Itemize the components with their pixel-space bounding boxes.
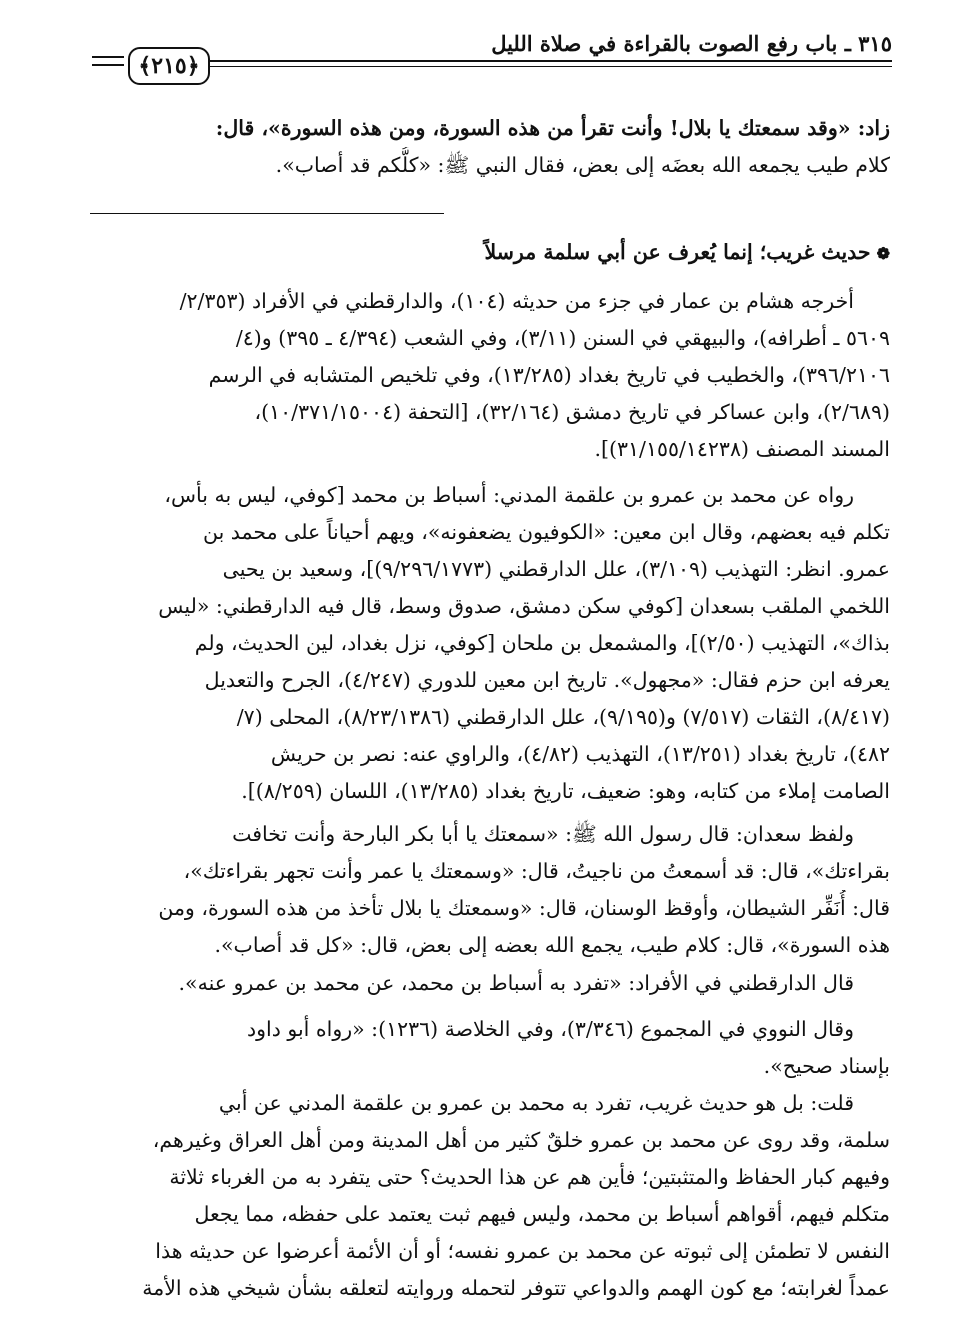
p2-line: الصامت إملاء من كتابه، وهو: ضعيف، تاريخ بغداد (١٣/٢٨٥)، اللسان (٨/٢٥٩)]. [241, 779, 890, 803]
header-left-rules [92, 56, 124, 72]
p2-line: اللخمي الملقب بسعدان [كوفي سكن دمشق، صدوق وسط، قال فيه الدارقطني: «ليس [158, 594, 890, 618]
p2-line: بذاك»، التهذيب (٢/٥٠)]، والمشمعل بن ملحان [كوفي، نزل بغداد، لين الحديث، ولم [194, 631, 890, 655]
heading-text: حديث غريب؛ إنما يُعرف عن أبي سلمة مرسلاً [484, 240, 871, 264]
takhrij-paragraph [90, 283, 890, 468]
p6-line: سلمة، وقد روى عن محمد بن عمرو خلقٌ كثير من أهل المدينة ومن أهل العراق وغيرهم، [152, 1128, 890, 1152]
p2-line: (٨/٤١٧)، الثقات (٧/٥١٧) و(٩/١٩٥)، علل الدارقطني (٨/٢٣/١٣٨٦)، المحلى (٧/ [236, 705, 890, 729]
nawawi-paragraph [90, 1011, 890, 1085]
p3-line: ولفظ سعدان: قال رسول الله ﷺ: «سمعتك يا أبا بكر البارحة وأنت تخافت [232, 822, 854, 846]
page-number: ﴿٢١٥﴾ [128, 47, 210, 85]
narrators-paragraph [90, 477, 890, 810]
p4-line: قال الدارقطني في الأفراد: «تفرد به أسباط بن محمد، عن محمد بن عمرو عنه». [178, 971, 854, 995]
saadan-wording-paragraph [90, 816, 890, 964]
p1-line: المسند المصنف (٣١/١٥٥/١٤٢٣٨)]. [594, 437, 890, 461]
header-rule-top [210, 60, 892, 62]
p2-line: عمرو. انظر: التهذيب (٣/١٠٩)، علل الدارقطني (٩/٢٩٦/١٧٧٣)]، وسعيد بن يحيى [222, 557, 890, 581]
p5-line: وقال النووي في المجموع (٣/٣٤٦)، وفي الخلاصة (١٢٣٦): «رواه أبو داود [247, 1017, 854, 1041]
p1-line: ٥٦٠٩ ـ أطرافه)، والبيهقي في السنن (٣/١١)، وفي الشعب (٤/٣٩٤ ـ ٣٩٥) و(٤/ [235, 326, 890, 350]
flower-icon: ❁ [876, 244, 890, 263]
p3-line: هذه السورة»، قال: كلام طيب، يجمع الله بعضه إلى بعض، قال: «كل قد أصاب». [214, 933, 890, 957]
p2-line: يعرفه ابن حزم فقال: «مجهول». تاريخ ابن معين للدوري (٤/٢٤٧)، الجرح والتعديل [204, 668, 890, 692]
p2-line: ٤٨٢)، تاريخ بغداد (١٣/٢٥١)، التهذيب (٤/٨٢)، والراوي عنه: نصر بن حريش [270, 742, 890, 766]
p3-line: بقراءتك»، قال: قد أسمعتُ من ناجيتُ، قال: «وسمعتك يا عمر وأنت تجهر بقراءتك»، [183, 859, 890, 883]
p6-line: متكلم فيهم، أقواهم أسباط بن محمد، وليس فيهم ثبت يعتمد على حفظه، مما يجعل [194, 1202, 890, 1226]
top-line-2: كلام طيب يجمعه الله بعضَه إلى بعض، فقال النبي ﷺ: «كلُّكم قد أصاب». [275, 153, 890, 177]
p1-line: أخرجه هشام بن عمار في جزء من حديثه (١٠٤)، والدارقطني في الأفراد (٢/٣٥٣/ [179, 289, 854, 313]
p1-line: ٣٩٦/٢١٠٦)، والخطيب في تاريخ بغداد (١٣/٢٨٥)، وفي تلخيص المتشابه في الرسم [208, 363, 890, 387]
p5-line: بإسناد صحيح». [763, 1054, 890, 1078]
p6-line: النفس لا تطمئن إلى ثبوته عن محمد بن عمرو نفسه؛ أو أن الأئمة أعرضوا عن حديثه هذا [155, 1239, 890, 1263]
p2-line: تكلم فيه بعضهم، وقال ابن معين: «الكوفيون يضعفونه»، ويهم أحياناً على محمد بن [202, 520, 890, 544]
p6-line: وفيهم كبار الحفاظ والمتثبتين؛ فأين هم عن هذا الحديث؟ حتى يتفرد به من الغرباء ثلاثة [169, 1165, 890, 1189]
p3-line: قال: أُنَفِّر الشيطان، وأوقظ الوسنان، قال: «وسمعتك يا بلال تأخذ من هذه السورة، ومن [158, 896, 890, 920]
p1-line: (٢/٦٨٩)، وابن عساكر في تاريخ دمشق (٣٢/١٦٤)، [التحفة (١٠/٣٧١/١٥٠٠٤)، [254, 400, 890, 424]
top-paragraph [90, 110, 890, 184]
p2-line: رواه عن محمد بن عمرو بن علقمة المدني: أسباط بن محمد [كوفي، ليس به بأس، [164, 483, 854, 507]
chapter-title: ٣١٥ ـ باب رفع الصوت بالقراءة في صلاة الليل [491, 31, 892, 56]
top-line-1: زاد: «وقد سمعتك يا بلال! وأنت تقرأ من هذه السورة، ومن هذه السورة»، قال: [215, 116, 890, 140]
daraqutni-paragraph [90, 965, 890, 1002]
author-comment-paragraph [90, 1085, 890, 1307]
p6-line: قلت: بل هو حديث غريب، تفرد به محمد بن عمرو بن علقمة المدني عن أبي [218, 1091, 854, 1115]
separator-rule [90, 213, 444, 214]
p6-line: عمداً لغرابته؛ مع كون الهمم والدواعي تتوفر لتحمله وروايته لتعلقه بشأن شيخي هذه الأمة [142, 1276, 890, 1300]
header-rule-bottom [210, 66, 892, 67]
hadith-grade-heading [90, 234, 890, 271]
